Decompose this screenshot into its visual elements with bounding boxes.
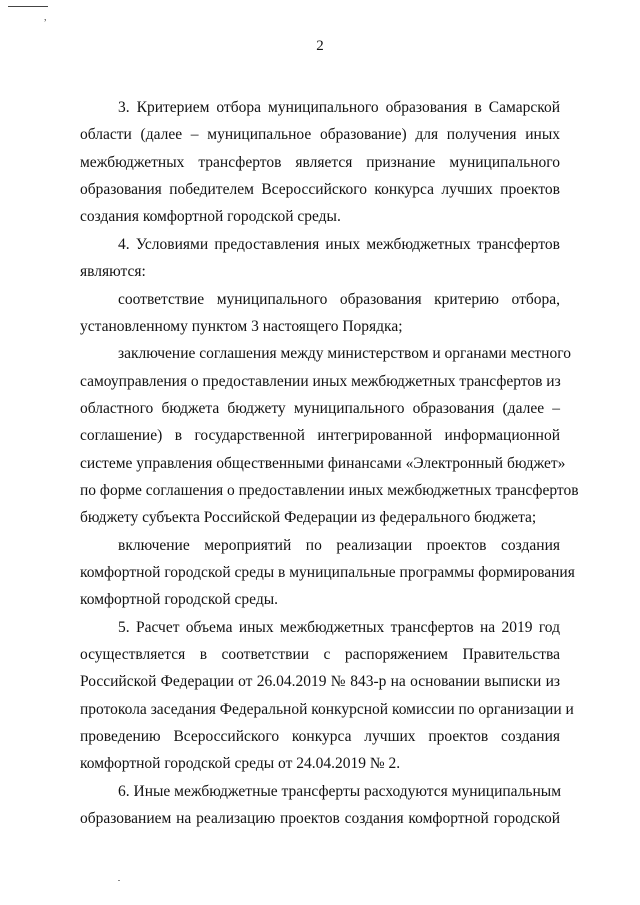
text-line: 6. Иные межбюджетные трансферты расходуются муниципальным [118,783,562,800]
text-line: межбюджетных трансфертов является признание муниципального [80,154,560,171]
scan-speck [118,880,120,881]
text-line: области (далее – муниципальное образование) для получения иных [80,126,560,143]
text-line: заключение соглашения между министерством и органами местного [118,345,571,362]
text-line: создания комфортной городской среды. [80,208,341,225]
text-line: комфортной городской среды. [80,591,279,608]
text-line: 5. Расчет объема иных межбюджетных трансфертов на 2019 год [118,619,560,636]
text-line: образования победителем Всероссийского конкурса лучших проектов [80,181,560,198]
text-line: по форме соглашения о предоставлении иных межбюджетных трансфертов [80,482,579,499]
text-line: Российской Федерации от 26.04.2019 № 843-р на основании выписки из [80,673,560,690]
text-line: включение мероприятий по реализации проектов создания [118,537,560,554]
corner-mark [8,6,48,8]
text-line: комфортной городской среды в муниципальные программы формирования [80,564,575,581]
text-line: самоуправления о предоставлении иных межбюджетных трансфертов из [80,373,561,390]
text-line: областного бюджета бюджету муниципального образования (далее – [80,400,560,417]
text-line: 3. Критерием отбора муниципального образования в Самарской [118,99,560,116]
text-line: соглашение) в государственной интегрированной информационной [80,427,560,444]
text-line: протокола заседания Федеральной конкурсной комиссии по организации и [80,701,574,718]
text-line: соответствие муниципального образования критерию отбора, [118,291,560,308]
text-line: проведению Всероссийского конкурса лучших проектов создания [80,728,560,745]
page-number: 2 [316,38,324,54]
text-line: комфортной городской среды от 24.04.2019 № 2. [80,755,401,772]
text-line: системе управления общественными финансами «Электронный бюджет» [80,455,566,472]
text-line: установленному пунктом 3 настоящего Порядка; [80,318,403,335]
text-line: 4. Условиями предоставления иных межбюджетных трансфертов [118,236,560,253]
text-line: осуществляется в соответствии с распоряжением Правительства [80,646,560,663]
text-line: образованием на реализацию проектов создания комфортной городской [80,810,560,827]
text-line: бюджету субъекта Российской Федерации из федерального бюджета; [80,509,537,526]
text-line: являются: [80,263,146,280]
corner-dot: , [44,12,47,23]
